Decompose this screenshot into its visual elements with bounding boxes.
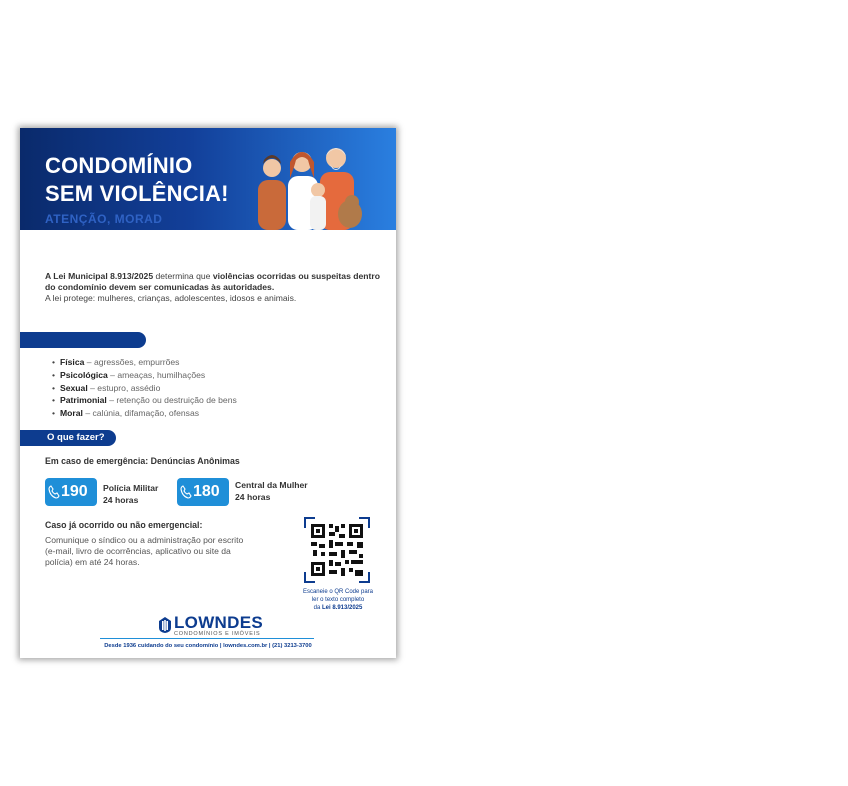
title-line-1: CONDOMÍNIO <box>45 153 193 178</box>
flyer <box>20 128 396 658</box>
phone-190-badge[interactable] <box>45 478 97 506</box>
type-name: Patrimonial <box>60 395 107 406</box>
non-emergency-heading: Caso já ocorrido ou não emergencial: <box>45 520 203 530</box>
footer-divider <box>100 638 314 639</box>
family-illustration-icon <box>252 138 372 230</box>
lowndes-logo-icon <box>158 616 172 634</box>
law-reference: A Lei Municipal 8.913/2025 <box>45 271 154 281</box>
type-name: Psicológica <box>60 369 108 380</box>
non-emergency-text: Comunique o síndico ou a administração por escrito (e-mail, livro de ocorrências, aplicativo ou site da polícia) em até 24 horas. <box>45 535 244 567</box>
page-title <box>45 152 229 208</box>
header-banner <box>20 128 396 230</box>
type-desc: – estupro, assédio <box>87 382 161 393</box>
law-claim: violências ocorridas ou suspeitas dentro do condomínio devem ser comunicadas às autoridades. <box>45 271 380 292</box>
brand-name: LOWNDES <box>174 613 263 632</box>
phone-number: 180 <box>193 483 220 500</box>
protects-text: A lei protege: mulheres, crianças, adolescentes, idosos e animais. <box>45 293 297 303</box>
violence-types-list <box>52 356 237 420</box>
emergency-text: Em caso de emergência: Denúncias Anônimas <box>45 456 240 466</box>
qr-caption-line1: Escaneie o QR Code para <box>302 589 374 595</box>
phone-label-line2: 24 horas <box>235 492 271 502</box>
phone-icon <box>180 485 192 499</box>
qr-code-icon[interactable] <box>303 516 371 584</box>
phone-label-line1: Polícia Militar <box>103 483 159 493</box>
list-item <box>52 407 237 420</box>
intro-text <box>45 271 385 304</box>
type-desc: – ameaças, humilhações <box>107 369 206 380</box>
brand-tagline: CONDOMÍNIOS E IMÓVEIS <box>174 631 261 637</box>
phone-label-line2: 24 horas <box>103 495 139 505</box>
phone-180-label <box>235 479 308 503</box>
list-item <box>52 369 237 382</box>
intro-mid: determina que <box>153 271 213 281</box>
qr-caption <box>298 588 378 612</box>
qr-caption-line3 <box>298 604 378 612</box>
type-desc: – calúnia, difamação, ofensas <box>82 408 200 419</box>
type-desc: – retenção ou destruição de bens <box>106 395 237 406</box>
qr-caption-law: Lei 8.913/2025 <box>321 605 363 611</box>
type-name: Moral <box>60 408 83 419</box>
qr-caption-line2: ler o texto completo <box>311 597 365 603</box>
type-name: Sexual <box>60 382 88 393</box>
phone-180-badge[interactable] <box>177 478 229 506</box>
qr-caption-prefix: da <box>313 605 322 611</box>
list-item <box>52 394 237 407</box>
type-desc: – agressões, empurrões <box>84 357 180 367</box>
title-line-2: SEM VIOLÊNCIA! <box>45 181 229 206</box>
phone-icon <box>48 485 60 499</box>
what-to-do-heading: O que fazer? <box>20 430 116 446</box>
section-pill-blank <box>20 332 146 348</box>
list-item <box>52 356 237 369</box>
type-name: Física <box>60 357 85 367</box>
phone-label-line1: Central da Mulher <box>235 480 308 490</box>
list-item <box>52 382 237 395</box>
phone-190-label <box>103 482 158 506</box>
footer-text: Desde 1936 cuidando do seu condomínio | lowndes.com.br | (21) 3213-3700 <box>104 643 312 649</box>
banner-subtitle: ATENÇÃO, MORAD <box>45 212 163 226</box>
phone-number: 190 <box>61 483 88 500</box>
